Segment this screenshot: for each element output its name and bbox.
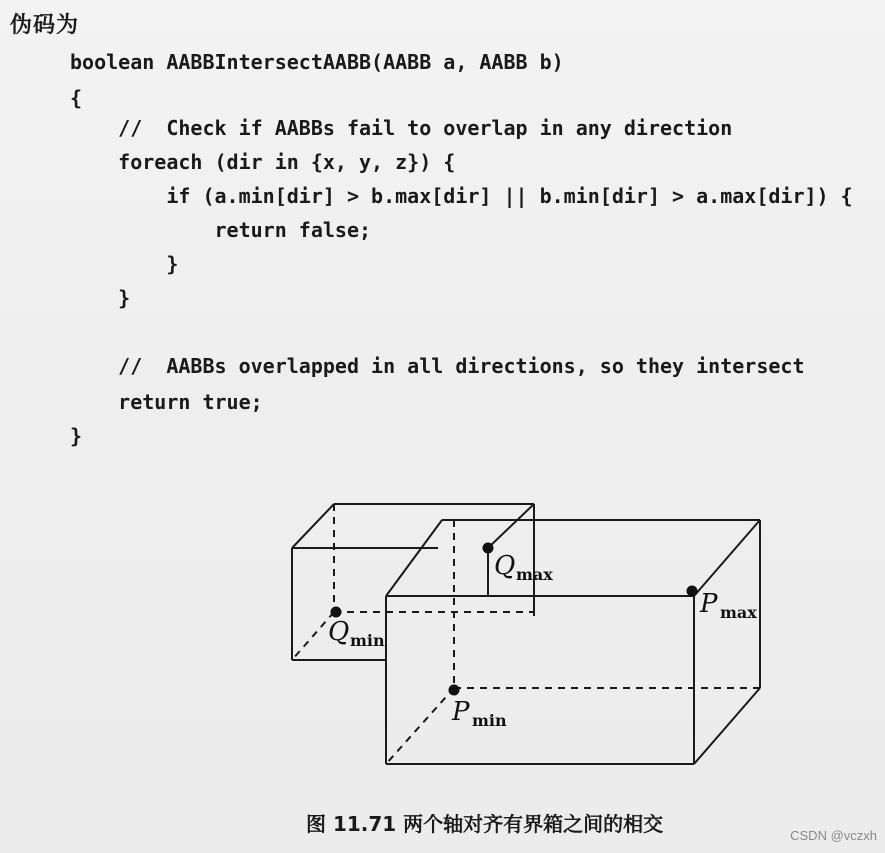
code-line: // Check if AABBs fail to overlap in any direction [70,116,733,140]
q-min-point [331,607,342,618]
code-line: return false; [70,218,372,242]
code-line: boolean AABBIntersectAABB(AABB a, AABB b) [70,50,564,74]
q-min-label: Q [328,617,350,647]
code-line: } [70,286,131,310]
aabb-intersection-figure [270,488,770,778]
p-max-label: P [700,589,718,619]
q-max-label: Q [494,551,516,581]
code-line: if (a.min[dir] > b.max[dir] || b.min[dir] > a.max[dir]) { [70,184,853,208]
code-line: { [70,86,83,110]
p-max-point [687,586,698,597]
q-min-subscript: min [350,631,385,650]
code-line: return true; [70,390,263,414]
code-line: } [70,252,179,276]
watermark: CSDN @vczxh [790,828,877,843]
p-min-subscript: min [472,711,507,730]
code-line: } [70,424,83,448]
section-heading: 伪码为 [10,13,80,38]
q-max-point [483,543,494,554]
q-max-subscript: max [516,565,553,584]
code-line: foreach (dir in {x, y, z}) { [70,150,456,174]
p-min-point [449,685,460,696]
code-line: // AABBs overlapped in all directions, so they intersect [70,354,805,378]
box-p [386,520,760,764]
p-min-label: P [452,697,470,727]
p-max-subscript: max [720,603,757,622]
figure-caption: 图 11.71 两个轴对齐有界箱之间的相交 [306,812,664,836]
